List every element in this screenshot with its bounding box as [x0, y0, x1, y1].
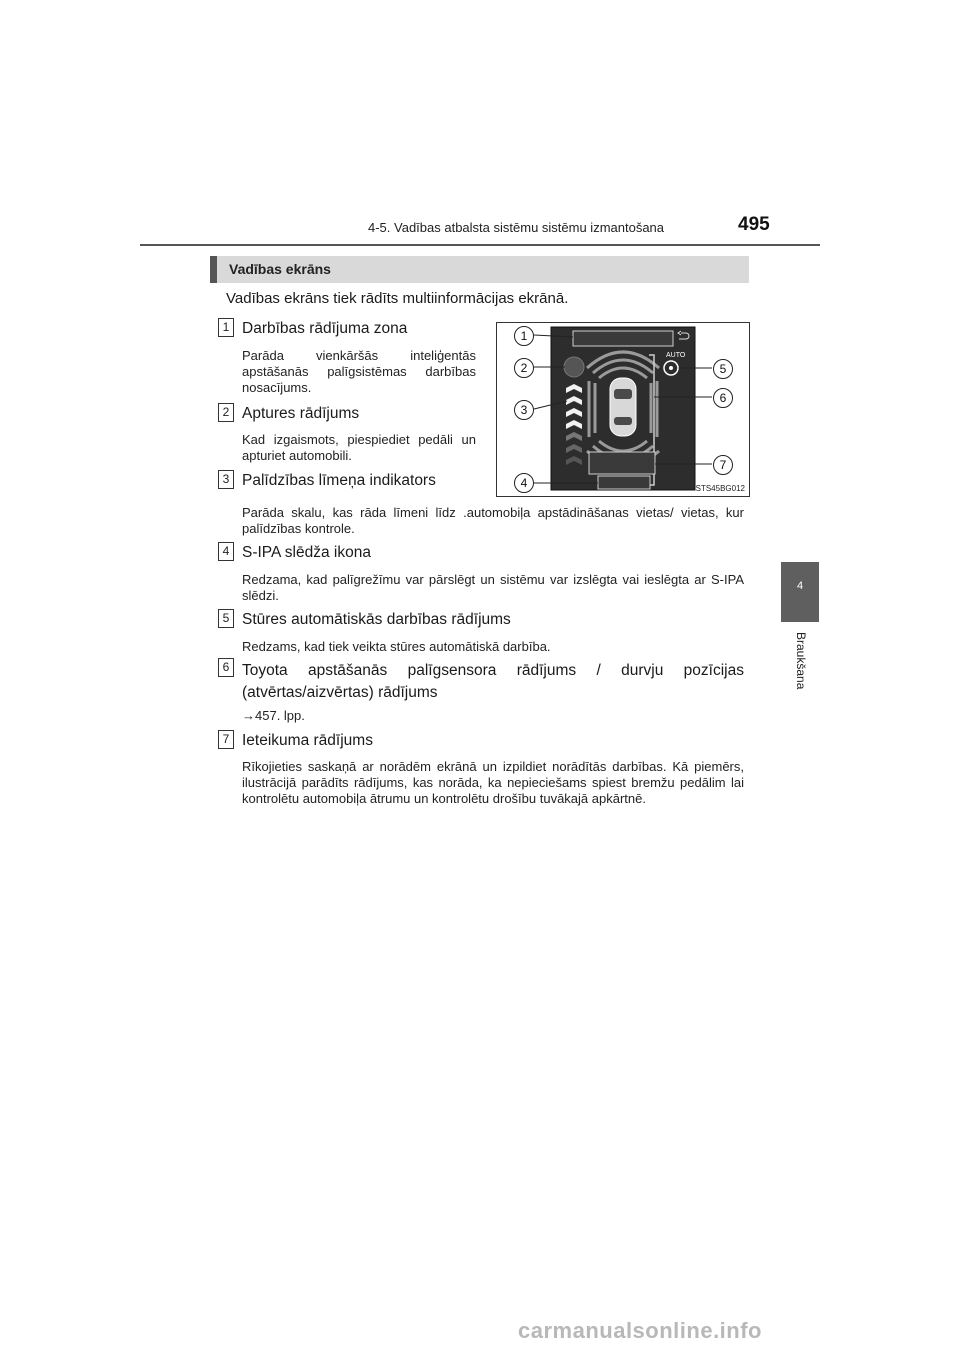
header-divider: [140, 244, 820, 246]
car-icon: [610, 378, 636, 436]
item-desc-7: Rīkojieties saskaņā ar norādēm ekrānā un izpildiet norādītās darbības. Kā piemērs, ilustrācijā parādīts rādījums, kas norāda, ka nepieciešams spiest bremžu pedālim lai kontrolētu automobiļa ātrumu un kontrolētu drošību tuvākajā apkārtnē.: [242, 759, 744, 806]
item-title-7: Ieteikuma rādījums: [242, 732, 373, 749]
page-number: 495: [738, 214, 770, 235]
control-screen-illustration: [496, 322, 750, 497]
item-title-6: Toyota apstāšanās palīgsensora rādījums / durvju pozīcijas (atvērtas/aizvērtas) rādījums: [242, 662, 744, 701]
callout-1: 1: [514, 326, 534, 346]
chapter-label: Braukšana: [794, 632, 808, 690]
stop-indicator-icon: [564, 357, 584, 377]
item-number-2: 2: [218, 403, 234, 422]
chapter-number: 4: [796, 580, 804, 592]
advice-display-box: [589, 452, 655, 474]
figure-code: STS45BG012: [695, 484, 745, 493]
screen-diagram: [497, 323, 749, 496]
item-number-7: 7: [218, 730, 234, 749]
item-number-1: 1: [218, 318, 234, 337]
callout-4: 4: [514, 473, 534, 493]
section-heading-bar: [210, 256, 749, 283]
item-number-6: 6: [218, 658, 234, 677]
item-title-5: Stūres automātiskās darbības rādījums: [242, 611, 511, 628]
item-title-4: S-IPA slēdža ikona: [242, 544, 371, 561]
chapter-label-wrapper: [778, 632, 822, 702]
item-number-3: 3: [218, 470, 234, 489]
item-desc-1: Parāda vienkāršās inteliģentās apstāšanās palīgsistēmas darbības nosacījums.: [242, 348, 476, 395]
running-header: 4-5. Vadības atbalsta sistēmu sistēmu izmantošana: [368, 220, 665, 235]
item-desc-3: Parāda skalu, kas rāda līmeni līdz .automobiļa apstādināšanas vietas/ vietas, kur palīdzības kontrole.: [242, 505, 744, 536]
item-number-4: 4: [218, 542, 234, 561]
item-title-1: Darbības rādījuma zona: [242, 320, 408, 337]
s-ipa-switch-icon: [598, 476, 650, 489]
watermark: carmanualsonline.info: [518, 1318, 762, 1343]
item-number-5: 5: [218, 609, 234, 628]
callout-3: 3: [514, 400, 534, 420]
auto-label: AUTO: [666, 352, 686, 359]
callout-7: 7: [713, 455, 733, 475]
section-title: Vadības ekrāns: [229, 261, 331, 277]
callout-6: 6: [713, 388, 733, 408]
item-desc-2: Kad izgaismots, piespiediet pedāli un apturiet automobili.: [242, 432, 476, 463]
item-title-2: Aptures rādījums: [242, 405, 360, 422]
intro-text: Vadības ekrāns tiek rādīts multiinformācijas ekrānā.: [226, 290, 569, 307]
callout-2: 2: [514, 358, 534, 378]
item-desc-6: →457. lpp.: [242, 708, 305, 723]
operation-display-zone: [573, 331, 673, 346]
item-desc-4: Redzama, kad palīgrežīmu var pārslēgt un sistēmu var izslēgta vai ieslēgta ar S-IPA slēdzi.: [242, 572, 744, 603]
item-title-3: Palīdzības līmeņa indikators: [242, 472, 436, 489]
item-desc-5: Redzams, kad tiek veikta stūres automātiskā darbība.: [242, 639, 551, 654]
callout-5: 5: [713, 359, 733, 379]
chapter-tab: [781, 562, 819, 622]
